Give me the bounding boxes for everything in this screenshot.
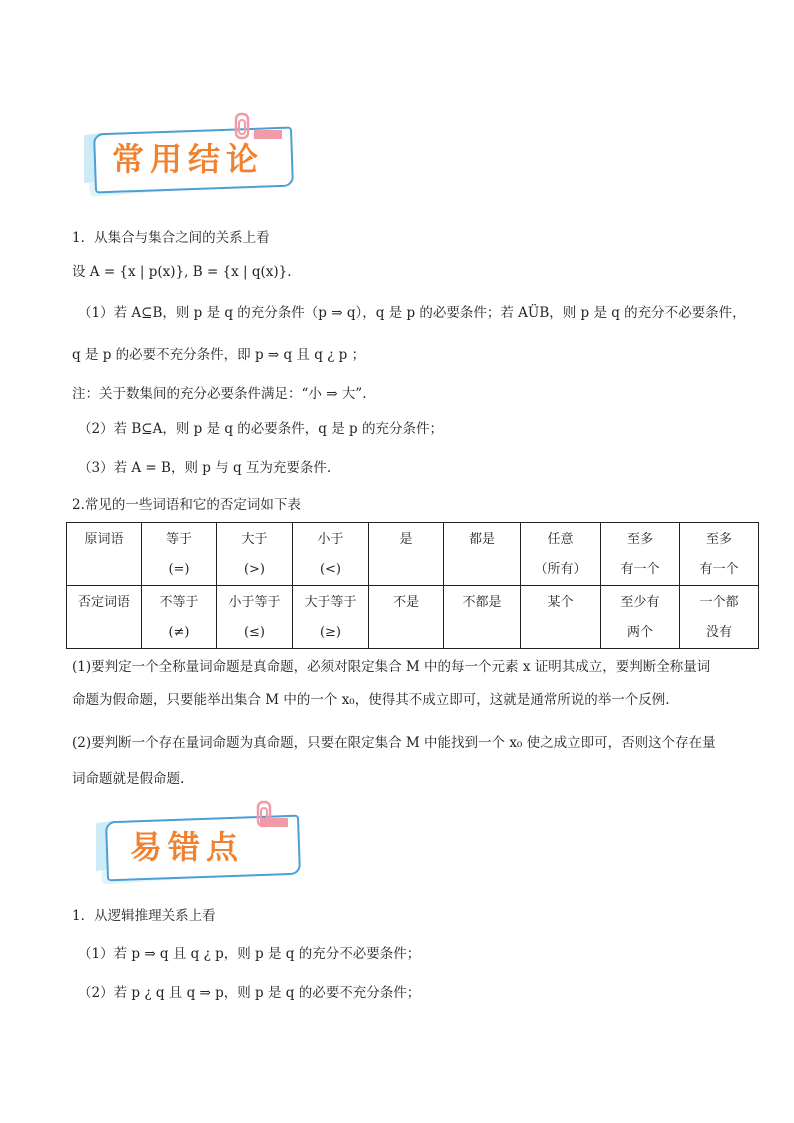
paragraph: q 是 p 的必要不充分条件，即 p ⇒ q 且 q ¿ p ； (72, 347, 366, 363)
table-row-original (67, 523, 759, 586)
table-cell (601, 586, 680, 649)
table-cell-text: 任意 (547, 532, 574, 547)
table-cell (444, 586, 521, 649)
table-cell (217, 586, 293, 649)
table-cell-text: 至少有 (620, 595, 660, 610)
paragraph: 命题为假命题，只要能举出集合 M 中的一个 x₀，使得其不成立即可，这就是通常所说的举一个反例. (72, 692, 670, 708)
section-title-common: 常用结论 (112, 140, 265, 178)
table-cell (521, 586, 601, 649)
table-cell-text: 某个 (547, 595, 574, 610)
paragraph: 设 A = {x | p(x)}, B = {x | q(x)}. (72, 264, 292, 280)
paperclip-icon (232, 112, 252, 142)
paperclip-icon (252, 116, 284, 146)
table-cell-text: 有一个 (620, 562, 660, 577)
paragraph: 2.常见的一些词语和它的否定词如下表 (72, 497, 301, 513)
paragraph: （3）若 A = B，则 p 与 q 互为充要条件. (78, 460, 332, 476)
table-cell-text: 两个 (626, 625, 653, 640)
table-cell-text: 都是 (468, 532, 495, 547)
table-cell-text: 大于等于 (304, 595, 357, 610)
negation-table (66, 522, 759, 649)
table-cell (521, 523, 601, 586)
section-title-errors: 易错点 (130, 828, 245, 866)
table-cell-text: (<) (319, 562, 342, 577)
table-cell (444, 523, 521, 586)
table-cell-text: 小于等于 (228, 595, 281, 610)
table-cell-text: (>) (243, 562, 266, 577)
paragraph: 词命题就是假命题. (72, 771, 185, 787)
table-cell-text: 至多 (626, 532, 653, 547)
table-cell-text: （所有） (534, 562, 587, 577)
paragraph: 1．从逻辑推理关系上看 (72, 908, 216, 924)
table-cell (67, 523, 142, 586)
section-banner-common (84, 120, 299, 190)
table-cell-text: 不等于 (159, 595, 199, 610)
table-cell-text: 不都是 (462, 595, 502, 610)
table-cell-text: 没有 (705, 625, 732, 640)
table-cell-text: 等于 (165, 532, 192, 547)
table-cell (601, 523, 680, 586)
section-banner-errors (96, 808, 306, 878)
table-cell-text: 至多 (705, 532, 732, 547)
table-cell-text: (≥) (319, 625, 342, 640)
table-cell-text: 否定词语 (77, 595, 130, 610)
table-cell-text: (≤) (243, 625, 266, 640)
table-cell-text: 原词语 (84, 532, 124, 547)
paragraph: (1)要判定一个全称量词命题是真命题，必须对限定集合 M 中的每一个元素 x 证明其成立，要判断全称量词 (72, 659, 711, 675)
table-cell (369, 523, 444, 586)
table-cell-text: 一个都 (699, 595, 739, 610)
table-cell-text: (=) (168, 562, 190, 577)
table-cell (680, 523, 759, 586)
paragraph: （2）若 B⊆A，则 p 是 q 的必要条件，q 是 p 的充分条件； (78, 421, 443, 437)
table-cell (217, 523, 293, 586)
table-cell (369, 586, 444, 649)
table-cell (67, 586, 142, 649)
table-cell-text: 是 (399, 532, 413, 547)
paperclip-icon (258, 806, 290, 836)
table-cell (293, 586, 369, 649)
table-cell-text: 不是 (392, 595, 419, 610)
table-cell-text: (≠) (168, 625, 190, 640)
paragraph: （1）若 p ⇒ q 且 q ¿ p，则 p 是 q 的充分不必要条件； (78, 946, 421, 962)
paragraph: （1）若 A⊆B，则 p 是 q 的充分条件（p ⇒ q），q 是 p 的必要条件；若 AÜB，则 p 是 q 的充分不必要条件， (78, 305, 746, 321)
table-cell-text: 有一个 (699, 562, 739, 577)
paragraph: 1．从集合与集合之间的关系上看 (72, 230, 270, 246)
table-cell (142, 523, 217, 586)
table-row-negation (67, 586, 759, 649)
table-cell (293, 523, 369, 586)
table-cell-text: 大于 (241, 532, 268, 547)
table-cell (680, 586, 759, 649)
paragraph: (2)要判断一个存在量词命题为真命题，只要在限定集合 M 中能找到一个 x₀ 使之成立即可，否则这个存在量 (72, 735, 716, 751)
table-cell (142, 586, 217, 649)
paragraph: （2）若 p ¿ q 且 q ⇒ p，则 p 是 q 的必要不充分条件； (78, 985, 421, 1001)
note: 注：关于数集间的充分必要条件满足：“小 ⇒ 大”. (72, 386, 367, 402)
table-cell-text: 小于 (317, 532, 344, 547)
